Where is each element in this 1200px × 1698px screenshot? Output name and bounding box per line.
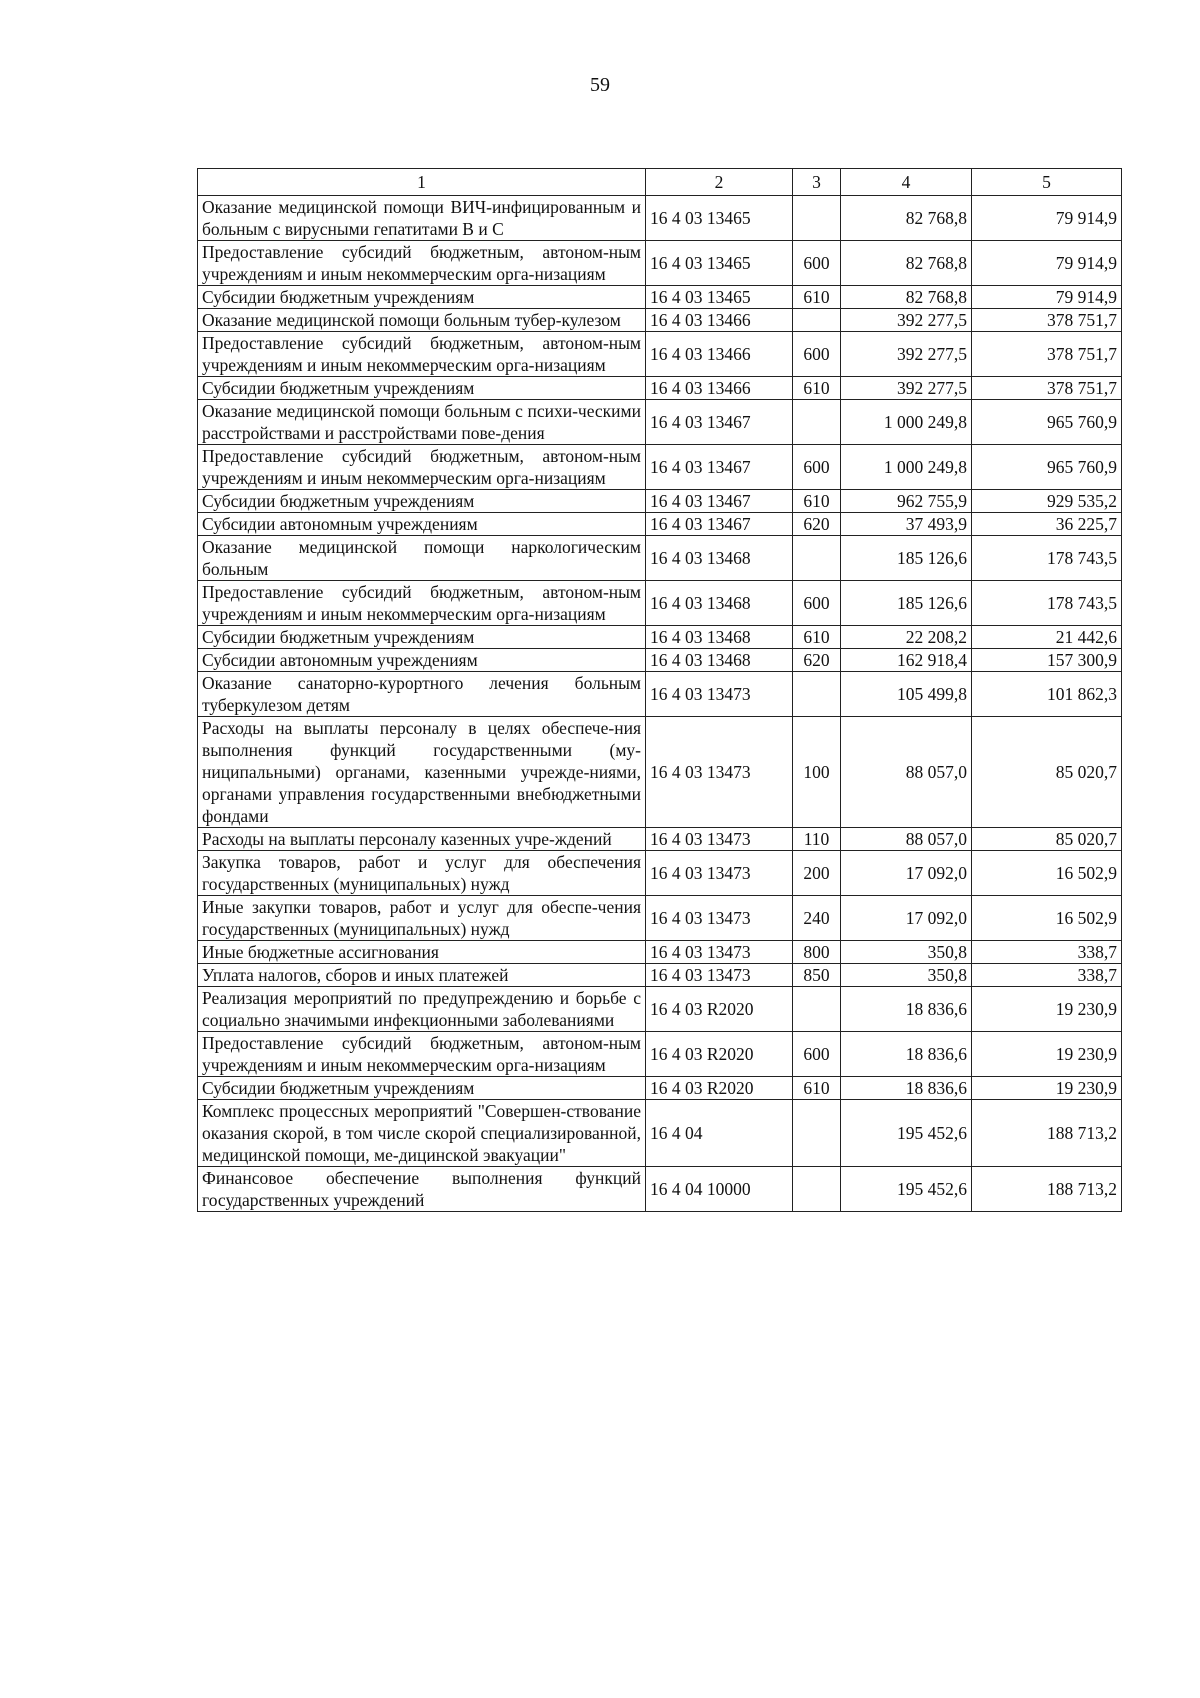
row-expense-type: 110 — [793, 828, 841, 851]
row-amount-1: 392 277,5 — [841, 332, 972, 377]
table-row — [198, 851, 1122, 896]
row-amount-1: 88 057,0 — [841, 717, 972, 828]
row-expense-type: 610 — [793, 1077, 841, 1100]
table-row — [198, 896, 1122, 941]
row-amount-2: 85 020,7 — [972, 828, 1122, 851]
row-expense-type: 610 — [793, 286, 841, 309]
row-amount-1: 82 768,8 — [841, 196, 972, 241]
row-code: 16 4 03 13473 — [646, 851, 793, 896]
row-amount-2: 965 760,9 — [972, 400, 1122, 445]
row-amount-1: 392 277,5 — [841, 309, 972, 332]
row-name: Расходы на выплаты персоналу казенных учре-ждений — [198, 828, 646, 851]
row-amount-1: 185 126,6 — [841, 536, 972, 581]
row-name: Субсидии бюджетным учреждениям — [198, 1077, 646, 1100]
row-amount-2: 378 751,7 — [972, 332, 1122, 377]
table-row — [198, 1167, 1122, 1212]
row-code: 16 4 03 13466 — [646, 377, 793, 400]
row-expense-type: 610 — [793, 377, 841, 400]
row-code: 16 4 03 13468 — [646, 536, 793, 581]
row-amount-2: 965 760,9 — [972, 445, 1122, 490]
table-row — [198, 1100, 1122, 1167]
row-amount-1: 17 092,0 — [841, 851, 972, 896]
row-amount-1: 88 057,0 — [841, 828, 972, 851]
row-amount-2: 85 020,7 — [972, 717, 1122, 828]
row-expense-type — [793, 400, 841, 445]
row-name: Оказание санаторно-курортного лечения больным туберкулезом детям — [198, 672, 646, 717]
row-name: Реализация мероприятий по предупреждению и борьбе с социально значимыми инфекционными заболеваниями — [198, 987, 646, 1032]
row-amount-1: 18 836,6 — [841, 987, 972, 1032]
row-amount-2: 178 743,5 — [972, 581, 1122, 626]
row-expense-type: 620 — [793, 649, 841, 672]
table-row — [198, 1077, 1122, 1100]
row-amount-2: 178 743,5 — [972, 536, 1122, 581]
row-amount-2: 101 862,3 — [972, 672, 1122, 717]
row-amount-1: 22 208,2 — [841, 626, 972, 649]
table-row — [198, 377, 1122, 400]
row-name: Оказание медицинской помощи наркологическим больным — [198, 536, 646, 581]
row-amount-2: 929 535,2 — [972, 490, 1122, 513]
row-code: 16 4 03 13473 — [646, 941, 793, 964]
row-amount-1: 162 918,4 — [841, 649, 972, 672]
row-code: 16 4 03 13466 — [646, 309, 793, 332]
row-amount-1: 185 126,6 — [841, 581, 972, 626]
table-row — [198, 964, 1122, 987]
row-amount-1: 195 452,6 — [841, 1100, 972, 1167]
row-expense-type: 600 — [793, 445, 841, 490]
row-code: 16 4 03 13465 — [646, 286, 793, 309]
row-expense-type: 800 — [793, 941, 841, 964]
row-name: Закупка товаров, работ и услуг для обеспечения государственных (муниципальных) нужд — [198, 851, 646, 896]
row-code: 16 4 04 10000 — [646, 1167, 793, 1212]
row-expense-type: 200 — [793, 851, 841, 896]
row-name: Предоставление субсидий бюджетным, автоном-ным учреждениям и иным некоммерческим орга-низациям — [198, 332, 646, 377]
table-body — [198, 196, 1122, 1212]
row-amount-1: 105 499,8 — [841, 672, 972, 717]
table-row — [198, 581, 1122, 626]
row-code: 16 4 03 13467 — [646, 513, 793, 536]
header-col-2: 2 — [646, 169, 793, 196]
row-amount-2: 79 914,9 — [972, 241, 1122, 286]
row-name: Субсидии автономным учреждениям — [198, 649, 646, 672]
row-expense-type: 100 — [793, 717, 841, 828]
row-code: 16 4 03 13467 — [646, 445, 793, 490]
row-amount-1: 962 755,9 — [841, 490, 972, 513]
row-amount-1: 82 768,8 — [841, 286, 972, 309]
row-code: 16 4 03 13473 — [646, 964, 793, 987]
row-name: Оказание медицинской помощи больным тубер-кулезом — [198, 309, 646, 332]
row-name: Иные закупки товаров, работ и услуг для обеспе-чения государственных (муниципальных) нужд — [198, 896, 646, 941]
table-row — [198, 828, 1122, 851]
row-amount-2: 338,7 — [972, 941, 1122, 964]
row-expense-type — [793, 987, 841, 1032]
row-code: 16 4 03 13466 — [646, 332, 793, 377]
header-col-3: 3 — [793, 169, 841, 196]
budget-table — [197, 168, 1122, 1212]
table-row — [198, 286, 1122, 309]
header-col-4: 4 — [841, 169, 972, 196]
table-row — [198, 400, 1122, 445]
row-amount-2: 16 502,9 — [972, 896, 1122, 941]
table-row — [198, 241, 1122, 286]
row-expense-type: 850 — [793, 964, 841, 987]
row-amount-1: 17 092,0 — [841, 896, 972, 941]
row-expense-type: 610 — [793, 490, 841, 513]
row-code: 16 4 03 R2020 — [646, 1032, 793, 1077]
row-code: 16 4 03 13465 — [646, 241, 793, 286]
row-code: 16 4 04 — [646, 1100, 793, 1167]
row-amount-1: 195 452,6 — [841, 1167, 972, 1212]
table-row — [198, 626, 1122, 649]
row-name: Субсидии бюджетным учреждениям — [198, 377, 646, 400]
row-expense-type — [793, 196, 841, 241]
row-name: Предоставление субсидий бюджетным, автоном-ным учреждениям и иным некоммерческим орга-низациям — [198, 581, 646, 626]
row-amount-1: 350,8 — [841, 964, 972, 987]
table-row — [198, 672, 1122, 717]
row-code: 16 4 03 13468 — [646, 649, 793, 672]
row-expense-type — [793, 309, 841, 332]
row-name: Иные бюджетные ассигнования — [198, 941, 646, 964]
table-row — [198, 490, 1122, 513]
row-amount-2: 21 442,6 — [972, 626, 1122, 649]
row-code: 16 4 03 13468 — [646, 581, 793, 626]
row-amount-1: 37 493,9 — [841, 513, 972, 536]
row-expense-type — [793, 672, 841, 717]
table-row — [198, 309, 1122, 332]
table-row — [198, 987, 1122, 1032]
row-code: 16 4 03 13467 — [646, 400, 793, 445]
row-code: 16 4 03 13473 — [646, 896, 793, 941]
table-header-row — [198, 169, 1122, 196]
row-expense-type — [793, 1167, 841, 1212]
row-amount-2: 157 300,9 — [972, 649, 1122, 672]
header-col-1: 1 — [198, 169, 646, 196]
row-amount-1: 18 836,6 — [841, 1032, 972, 1077]
row-code: 16 4 03 13468 — [646, 626, 793, 649]
table-row — [198, 332, 1122, 377]
row-amount-2: 79 914,9 — [972, 196, 1122, 241]
row-code: 16 4 03 13473 — [646, 828, 793, 851]
row-code: 16 4 03 R2020 — [646, 987, 793, 1032]
table-row — [198, 941, 1122, 964]
row-expense-type: 600 — [793, 241, 841, 286]
row-name: Предоставление субсидий бюджетным, автоном-ным учреждениям и иным некоммерческим орга-низациям — [198, 445, 646, 490]
row-amount-2: 36 225,7 — [972, 513, 1122, 536]
row-amount-2: 79 914,9 — [972, 286, 1122, 309]
row-amount-2: 378 751,7 — [972, 377, 1122, 400]
row-amount-1: 1 000 249,8 — [841, 400, 972, 445]
row-amount-1: 1 000 249,8 — [841, 445, 972, 490]
row-expense-type: 600 — [793, 1032, 841, 1077]
row-name: Предоставление субсидий бюджетным, автоном-ным учреждениям и иным некоммерческим орга-низациям — [198, 1032, 646, 1077]
table-row — [198, 649, 1122, 672]
row-amount-2: 188 713,2 — [972, 1100, 1122, 1167]
row-name: Расходы на выплаты персоналу в целях обеспече-ния выполнения функций государственными (му-ниципальными) органами, казенными учрежде-ниями, органами управления государственными внебюджетными фондами — [198, 717, 646, 828]
row-name: Субсидии бюджетным учреждениям — [198, 626, 646, 649]
row-name: Комплекс процессных мероприятий "Совершен-ствование оказания скорой, в том числе скорой специализированной, медицинской помощи, ме-дицинской эвакуации" — [198, 1100, 646, 1167]
row-name: Субсидии бюджетным учреждениям — [198, 490, 646, 513]
row-code: 16 4 03 R2020 — [646, 1077, 793, 1100]
row-expense-type: 240 — [793, 896, 841, 941]
row-expense-type — [793, 536, 841, 581]
row-amount-2: 188 713,2 — [972, 1167, 1122, 1212]
page-number: 59 — [590, 74, 610, 96]
row-amount-2: 378 751,7 — [972, 309, 1122, 332]
header-col-5: 5 — [972, 169, 1122, 196]
row-amount-2: 338,7 — [972, 964, 1122, 987]
row-code: 16 4 03 13467 — [646, 490, 793, 513]
row-amount-1: 18 836,6 — [841, 1077, 972, 1100]
table-row — [198, 513, 1122, 536]
table-row — [198, 536, 1122, 581]
row-amount-2: 19 230,9 — [972, 1077, 1122, 1100]
row-expense-type: 600 — [793, 581, 841, 626]
row-name: Субсидии бюджетным учреждениям — [198, 286, 646, 309]
row-amount-1: 392 277,5 — [841, 377, 972, 400]
table-row — [198, 445, 1122, 490]
row-name: Уплата налогов, сборов и иных платежей — [198, 964, 646, 987]
row-amount-1: 350,8 — [841, 941, 972, 964]
row-code: 16 4 03 13473 — [646, 717, 793, 828]
row-amount-2: 19 230,9 — [972, 1032, 1122, 1077]
row-name: Предоставление субсидий бюджетным, автоном-ным учреждениям и иным некоммерческим орга-низациям — [198, 241, 646, 286]
table-row — [198, 717, 1122, 828]
row-name: Оказание медицинской помощи больным с психи-ческими расстройствами и расстройствами пове-дения — [198, 400, 646, 445]
row-expense-type: 610 — [793, 626, 841, 649]
row-code: 16 4 03 13473 — [646, 672, 793, 717]
row-name: Финансовое обеспечение выполнения функций государственных учреждений — [198, 1167, 646, 1212]
row-name: Субсидии автономным учреждениям — [198, 513, 646, 536]
row-expense-type: 620 — [793, 513, 841, 536]
table-row — [198, 1032, 1122, 1077]
row-name: Оказание медицинской помощи ВИЧ-инфицированным и больным с вирусными гепатитами В и С — [198, 196, 646, 241]
row-code: 16 4 03 13465 — [646, 196, 793, 241]
row-amount-2: 19 230,9 — [972, 987, 1122, 1032]
row-amount-2: 16 502,9 — [972, 851, 1122, 896]
table-row — [198, 196, 1122, 241]
row-expense-type — [793, 1100, 841, 1167]
row-amount-1: 82 768,8 — [841, 241, 972, 286]
row-expense-type: 600 — [793, 332, 841, 377]
